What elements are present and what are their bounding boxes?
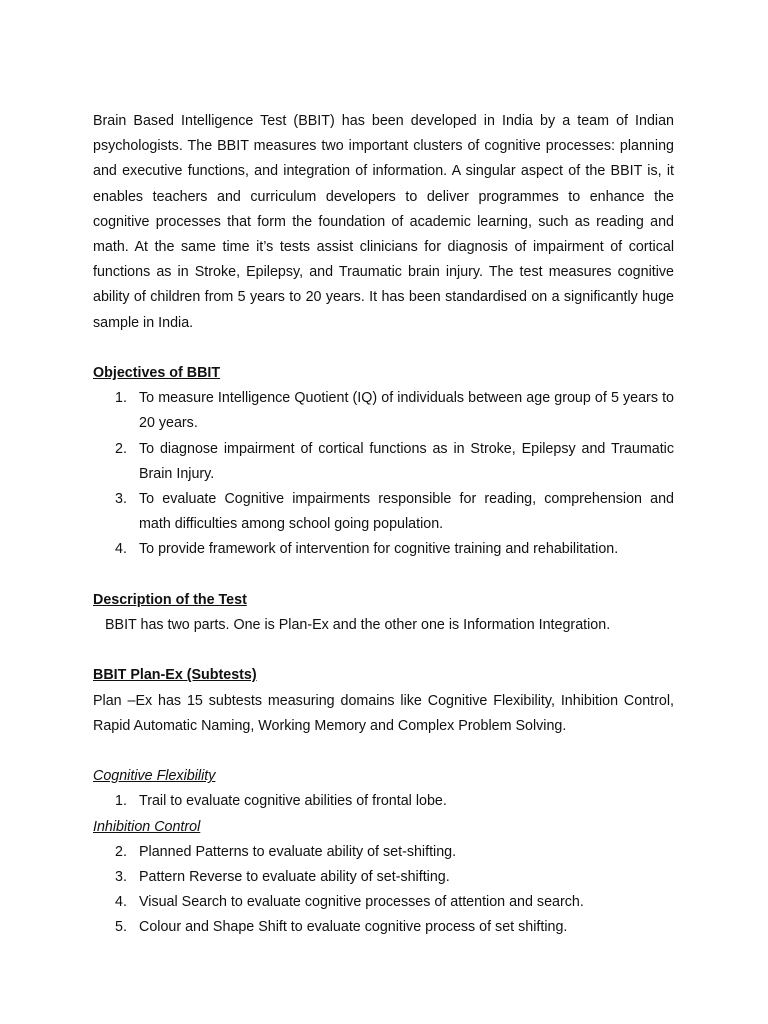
spacer xyxy=(93,563,674,588)
planex-heading: BBIT Plan-Ex (Subtests) xyxy=(93,667,257,684)
list-item-text: To measure Intelligence Quotient (IQ) of individuals between age group of 5 years to 20 years. xyxy=(139,390,674,432)
list-number: 1. xyxy=(115,390,127,407)
spacer xyxy=(93,336,674,361)
inhibition-control-list xyxy=(93,840,674,941)
list-number: 5. xyxy=(115,919,127,936)
list-item-text: Trail to evaluate cognitive abilities of frontal lobe. xyxy=(139,793,447,810)
list-item xyxy=(93,890,674,915)
list-number: 4. xyxy=(115,541,127,558)
spacer xyxy=(93,739,674,764)
description-text: BBIT has two parts. One is Plan-Ex and the other one is Information Integration. xyxy=(105,617,611,634)
list-number: 2. xyxy=(115,440,127,457)
list-item-text: To evaluate Cognitive impairments responsible for reading, comprehension and math difficulties among school going population. xyxy=(139,491,674,533)
list-item xyxy=(93,487,674,537)
list-number: 3. xyxy=(115,869,127,886)
list-item xyxy=(93,789,674,814)
list-item xyxy=(93,437,674,487)
list-number: 1. xyxy=(115,793,127,810)
list-item-text: To diagnose impairment of cortical functions as in Stroke, Epilepsy and Traumatic Brain Injury. xyxy=(139,440,674,482)
spacer xyxy=(93,638,674,663)
intro-paragraph: Brain Based Intelligence Test (BBIT) has been developed in India by a team of Indian psychologists. The BBIT measures two important clusters of cognitive processes: planning and executive functions, and integration of information. A singular aspect of the BBIT is, it enables teachers and curriculum developers to deliver programmes to enhance the cognitive processes that form the foundation of academic learning, such as reading and math. At the same time it’s tests assist clinicians for diagnosis of impairment of cortical functions as in Stroke, Epilepsy, and Traumatic brain injury. The test measures cognitive ability of children from 5 years to 20 years. It has been standardised on a significantly huge sample in India. xyxy=(93,113,674,331)
list-item xyxy=(93,386,674,436)
list-item-text: To provide framework of intervention for cognitive training and rehabilitation. xyxy=(139,541,619,558)
list-item xyxy=(93,840,674,865)
list-item-text: Planned Patterns to evaluate ability of set-shifting. xyxy=(139,843,457,860)
cognitive-flexibility-list xyxy=(93,789,674,814)
list-number: 3. xyxy=(115,491,127,508)
inhibition-control-heading: Inhibition Control xyxy=(93,818,201,835)
list-number: 4. xyxy=(115,894,127,911)
list-number: 2. xyxy=(115,843,127,860)
planex-paragraph: Plan –Ex has 15 subtests measuring domains like Cognitive Flexibility, Inhibition Control, Rapid Automatic Naming, Working Memory and Complex Problem Solving. xyxy=(93,692,674,734)
list-item-text: Colour and Shape Shift to evaluate cognitive process of set shifting. xyxy=(139,919,568,936)
objectives-heading: Objectives of BBIT xyxy=(93,365,221,382)
objectives-list xyxy=(93,386,674,562)
list-item-text: Visual Search to evaluate cognitive processes of attention and search. xyxy=(139,894,584,911)
list-item xyxy=(93,537,674,562)
list-item-text: Pattern Reverse to evaluate ability of set-shifting. xyxy=(139,869,450,886)
list-item xyxy=(93,865,674,890)
description-heading: Description of the Test xyxy=(93,591,247,608)
cognitive-flexibility-heading: Cognitive Flexibility xyxy=(93,768,216,785)
list-item xyxy=(93,915,674,940)
